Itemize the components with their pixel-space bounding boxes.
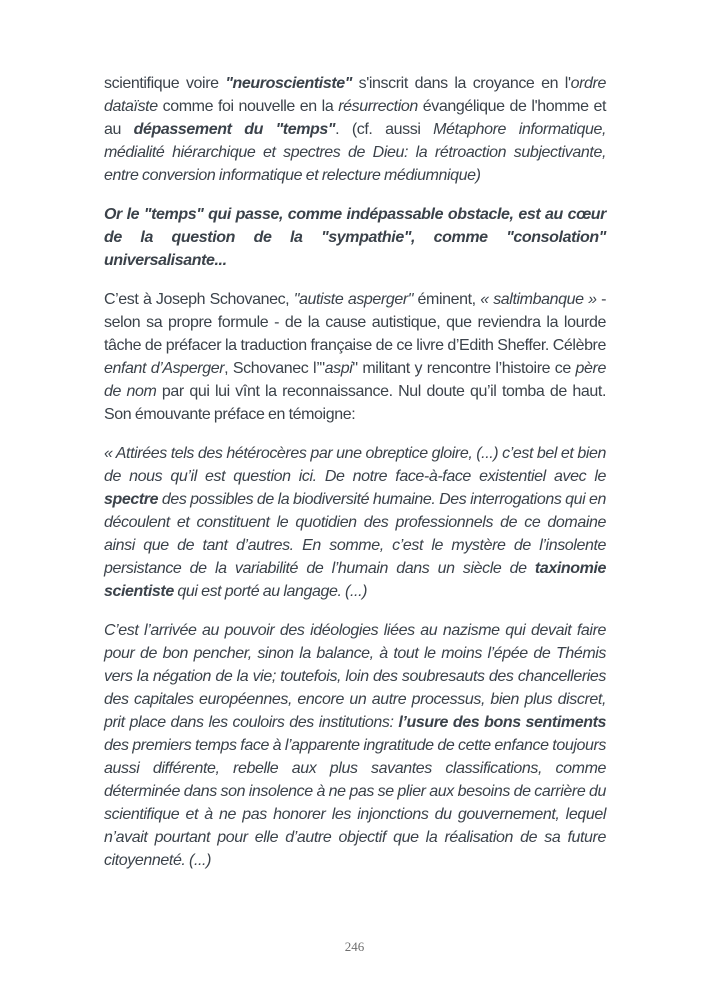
text-run: des possibles de la biodiversité humaine. Des interrogations qui en découlent et constituent le quotidien des professionnels de ce domaine ainsi que de tant d’autres. En somme, c’est le mystère de l’insolente persistance de la variabilité de l’humain dans un siècle de bbox=[104, 491, 610, 577]
text-run: Métaphore informatique, médialité hiérarchique et spectres de Dieu: la rétroaction subjectivante, entre conversion informatique et relecture médiumnique) bbox=[104, 121, 610, 184]
text-run: "neuroscientiste" bbox=[225, 75, 352, 92]
text-run: , Schovanec l’" bbox=[224, 360, 325, 377]
text-run: qui est porté au langage. (...) bbox=[173, 583, 368, 600]
paragraph bbox=[104, 442, 610, 603]
text-run: enfant d’Asperger bbox=[104, 360, 225, 377]
text-run: . (cf. aussi bbox=[335, 121, 434, 138]
text-run: par qui lui vînt la reconnaissance. Nul doute qu’il tomba de haut. Son émouvante préface en témoigne: bbox=[104, 383, 610, 423]
text-run: C’est l’arrivée au pouvoir des idéologies liées au nazisme qui devait faire pour de bon pencher, sinon la balance, à tout le moins l’épée de Thémis vers la négation de la vie; toutefois, loin des soubresauts des chancelleries des capitales européennes, encore un autre processus, bien plus discret, prit place dans les couloirs des institutions: bbox=[104, 622, 610, 731]
text-run: aspi bbox=[324, 360, 353, 377]
text-run: - selon sa propre formule - de la cause autistique, que reviendra la lourde tâche de préfacer la traduction française de ce livre d’Edith Sheffer. Célèbre bbox=[104, 291, 610, 354]
text-run: comme foi nouvelle en la bbox=[157, 98, 339, 115]
text-run: « saltimbanque » bbox=[480, 291, 597, 308]
text-run: C’est à Joseph Schovanec, bbox=[104, 291, 294, 308]
text-run: dépassement du "temps" bbox=[133, 121, 336, 138]
text-run: l’usure des bons sentiments bbox=[398, 714, 606, 731]
text-run: scientifique voire bbox=[104, 75, 226, 92]
paragraph bbox=[104, 619, 610, 872]
text-run: taxinomie scientiste bbox=[104, 560, 610, 600]
text-run: « Attirées tels des hétérocères par une obreptice gloire, (...) c’est bel et bien de nous qu’il est question ici. De notre face-à-face existentiel avec le bbox=[104, 445, 610, 485]
text-run: ordre dataïste bbox=[104, 75, 610, 115]
text-run: des premiers temps face à l’apparente ingratitude de cette enfance toujours aussi différente, rebelle aux plus savantes classifications, comme déterminée dans son insolence à ne pas se plier aux besoins de carrière du scientifique et à ne pas honorer les injonctions du gouvernement, lequel n’avait pourtant pour elle d’autre objectif que la réalisation de sa future citoyenneté. (...) bbox=[104, 714, 610, 869]
text-run: évangélique de l'homme et au bbox=[104, 98, 610, 138]
text-run: s'inscrit dans la croyance en l' bbox=[351, 75, 571, 92]
text-run: résurrection bbox=[338, 98, 418, 115]
page-footer bbox=[0, 938, 709, 956]
paragraph bbox=[104, 288, 610, 426]
text-body bbox=[104, 72, 610, 888]
text-run: Or le "temps" qui passe, comme indépassable obstacle, est au cœur de la question de la "sympathie", comme "consolation" universalisante... bbox=[104, 206, 610, 269]
page-number: 246 bbox=[344, 939, 365, 954]
text-run: éminent, bbox=[413, 291, 481, 308]
text-run: père de nom bbox=[104, 360, 610, 400]
paragraph bbox=[104, 203, 610, 272]
text-run: " militant y rencontre l’histoire ce bbox=[352, 360, 576, 377]
text-run: spectre bbox=[104, 491, 159, 508]
text-run: "autiste asperger" bbox=[293, 291, 414, 308]
paragraph bbox=[104, 72, 610, 187]
